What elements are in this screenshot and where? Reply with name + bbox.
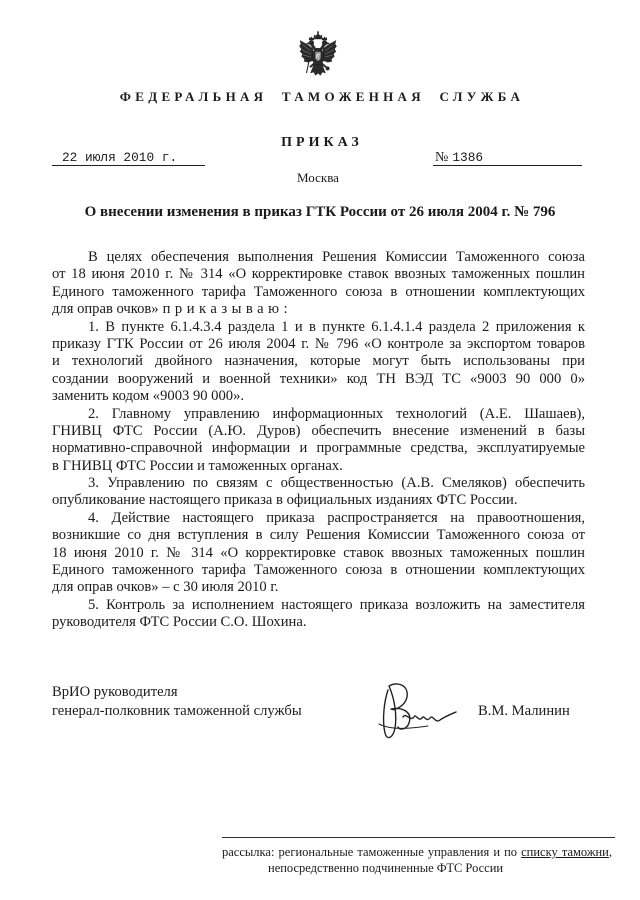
body-line: заменить кодом «9003 90 000». bbox=[52, 388, 245, 405]
item-paragraph-4 bbox=[52, 510, 585, 597]
body-line: 3. Управлению по связям с общественностью (А.В. Смеляков) обеспечить bbox=[88, 475, 585, 492]
command-word: приказываю: bbox=[162, 301, 293, 318]
body-line: Единого таможенного тарифа Таможенного союза в отношении комплектующих bbox=[52, 562, 585, 579]
body-line: 1. В пункте 6.1.4.3.4 раздела 1 и в пункте 6.1.4.1.4 раздела 2 приложения к bbox=[88, 318, 585, 335]
body-line: ГНИВЦ ФТС России (А.Ю. Дуров) обеспечить внесение изменений в базы bbox=[52, 422, 585, 439]
order-title: О внесении изменения в приказ ГТК России от 26 июля 2004 г. № 796 bbox=[84, 204, 556, 220]
signatory-name: В.М. Малинин bbox=[478, 703, 570, 719]
body-line: от 18 июня 2010 г. № 314 «О корректировке ставок ввозных таможенных пошлин bbox=[52, 266, 585, 283]
number-sign: № bbox=[435, 150, 449, 165]
body-line: приказу ГТК России от 26 июля 2004 г. № 796 «О контроле за экспортом товаров bbox=[52, 335, 585, 352]
distribution-line bbox=[222, 845, 612, 860]
body-line: создании вооружений и военной техники» код ТН ВЭД ТС «9003 90 000 0» bbox=[52, 370, 585, 387]
order-body bbox=[52, 249, 585, 632]
body-line: опубликование настоящего приказа в официальных изданиях ФТС России. bbox=[52, 492, 518, 509]
signatory-rank: генерал-полковник таможенной службы bbox=[52, 703, 302, 719]
handwritten-signature bbox=[370, 670, 460, 746]
item-paragraph-1 bbox=[52, 319, 585, 406]
body-line: и технологий двойного назначения, которые могут быть использованы при bbox=[52, 353, 585, 370]
coat-of-arms-icon bbox=[298, 31, 338, 81]
footer-divider bbox=[222, 837, 615, 838]
distribution-punct: , bbox=[608, 845, 612, 859]
distribution-text: рассылка: региональные таможенные управления и по bbox=[222, 845, 522, 859]
order-date: 22 июля 2010 г. bbox=[52, 150, 205, 166]
body-line bbox=[52, 301, 585, 318]
item-paragraph-5 bbox=[52, 597, 585, 632]
body-line: для оправ очков» – с 30 июля 2010 г. bbox=[52, 579, 279, 596]
order-number bbox=[433, 150, 582, 166]
body-line: нормативно-справочной информации и программные средства, эксплуатируемые bbox=[52, 440, 585, 457]
preamble-paragraph bbox=[52, 249, 585, 319]
body-line-text: для оправ очков» bbox=[52, 301, 159, 318]
body-line: 5. Контроль за исполнением настоящего приказа возложить на заместителя bbox=[88, 596, 585, 613]
distribution-underlined: списку таможни bbox=[521, 845, 609, 859]
body-line: 4. Действие настоящего приказа распространяется на правоотношения, bbox=[88, 509, 585, 526]
distribution-line-2: непосредственно подчиненные ФТС России bbox=[268, 861, 504, 875]
body-line: Единого таможенного тарифа Таможенного союза в отношении комплектующих bbox=[52, 283, 585, 300]
city: Москва bbox=[297, 170, 339, 185]
order-number-value: 1386 bbox=[452, 150, 484, 165]
body-line: 18 июня 2010 г. № 314 «О корректировке ставок ввозных таможенных пошлин bbox=[52, 544, 585, 561]
body-line: в ГНИВЦ ФТС России и таможенных органах. bbox=[52, 457, 343, 474]
body-line: руководителя ФТС России С.О. Шохина. bbox=[52, 614, 307, 631]
document-type: ПРИКАЗ bbox=[281, 135, 363, 150]
item-paragraph-3 bbox=[52, 475, 585, 510]
item-paragraph-2 bbox=[52, 406, 585, 476]
agency-name: ФЕДЕРАЛЬНАЯ ТАМОЖЕННАЯ СЛУЖБА bbox=[119, 89, 525, 104]
body-line: В целях обеспечения выполнения Решения Комиссии Таможенного союза bbox=[88, 249, 585, 265]
body-line: 2. Главному управлению информационных технологий (А.Е. Шашаев), bbox=[88, 405, 585, 422]
signatory-position: ВрИО руководителя bbox=[52, 684, 178, 700]
body-line: возникшие со дня вступления в силу Решения Комиссии Таможенного союза от bbox=[52, 527, 585, 544]
